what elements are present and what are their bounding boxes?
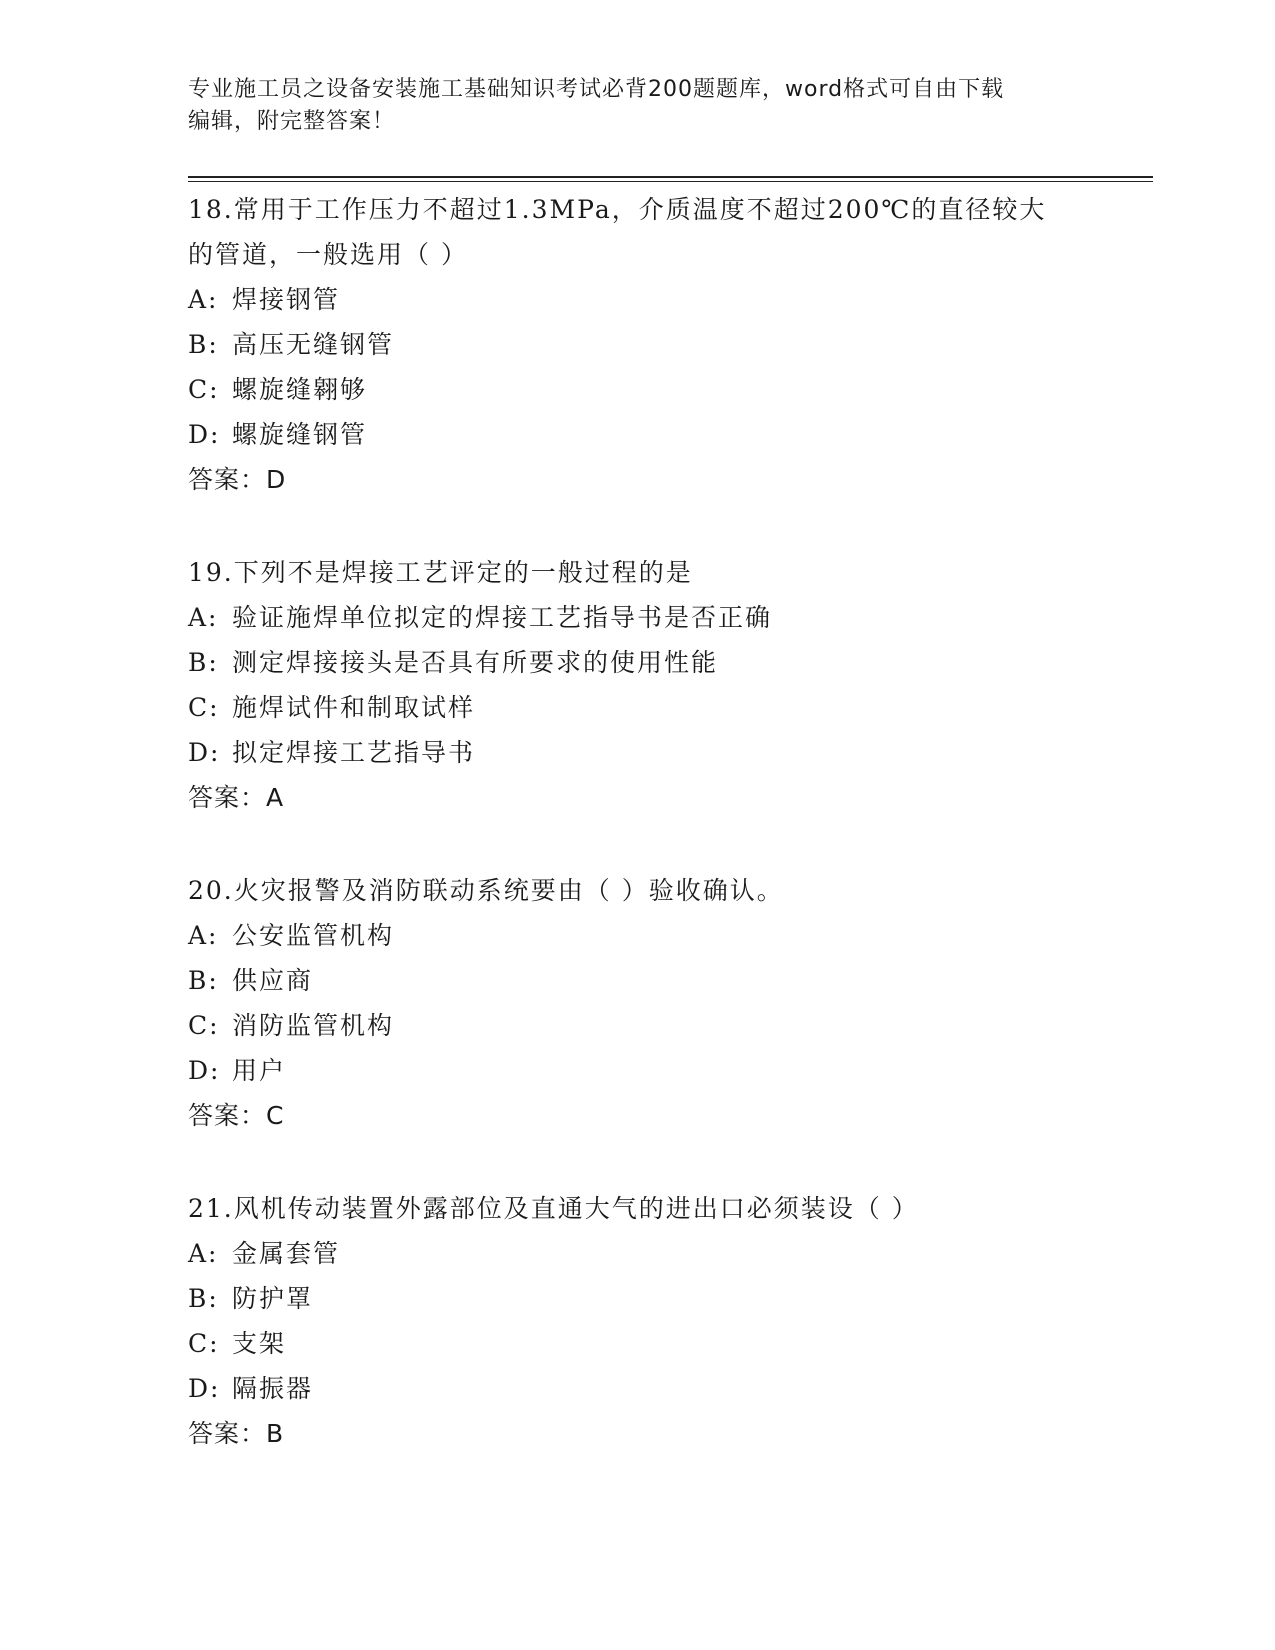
option-c [188, 367, 1088, 412]
option-text: 金属套管 [232, 1239, 341, 1268]
option-letter: D: [188, 1056, 221, 1085]
option-text: 隔振器 [232, 1374, 314, 1403]
option-text: 测定焊接接头是否具有所要求的使用性能 [232, 648, 719, 677]
option-letter: A: [188, 1239, 219, 1268]
option-letter: B: [188, 966, 219, 995]
option-c [188, 1003, 1088, 1048]
option-d [188, 1048, 1088, 1093]
option-letter: D: [188, 1374, 221, 1403]
option-letter: C: [188, 1011, 220, 1040]
option-b [188, 640, 1088, 685]
question-stem-line-1: 19.下列不是焊接工艺评定的一般过程的是 [188, 558, 693, 587]
option-letter: A: [188, 921, 219, 950]
option-letter: B: [188, 330, 219, 359]
option-text: 供应商 [232, 966, 314, 995]
document-header [188, 74, 1068, 138]
option-text: 用户 [232, 1056, 287, 1085]
option-letter: D: [188, 420, 221, 449]
option-c [188, 685, 1088, 730]
option-letter: A: [188, 285, 219, 314]
option-text: 焊接钢管 [232, 285, 341, 314]
option-a [188, 595, 1088, 640]
option-letter: D: [188, 738, 221, 767]
question-21 [188, 1186, 1088, 1456]
answer-line: 答案：C [188, 1101, 285, 1130]
question-stem-line-1: 18.常用于工作压力不超过1.3MPa，介质温度不超过200℃的直径较大 [188, 195, 1047, 224]
question-18 [188, 187, 1088, 502]
option-text: 公安监管机构 [232, 921, 395, 950]
question-stem-line-1: 20.火灾报警及消防联动系统要由（ ）验收确认。 [188, 876, 784, 905]
answer-line: 答案：D [188, 465, 287, 494]
option-text: 支架 [232, 1329, 287, 1358]
option-text: 拟定焊接工艺指导书 [232, 738, 476, 767]
option-a [188, 1231, 1088, 1276]
option-letter: B: [188, 648, 219, 677]
option-b [188, 958, 1088, 1003]
option-text: 高压无缝钢管 [232, 330, 395, 359]
option-letter: B: [188, 1284, 219, 1313]
question-20 [188, 868, 1088, 1138]
header-line-1: 专业施工员之设备安装施工基础知识考试必背200题题库，word格式可自由下载 [188, 77, 1005, 102]
answer-line: 答案：B [188, 1419, 285, 1448]
option-d [188, 412, 1088, 457]
option-c [188, 1321, 1088, 1366]
question-19 [188, 550, 1088, 820]
header-divider-thick [188, 176, 1153, 178]
option-text: 施焊试件和制取试样 [232, 693, 476, 722]
option-text: 螺旋缝钢管 [232, 420, 368, 449]
option-d [188, 1366, 1088, 1411]
question-stem-line-1: 21.风机传动装置外露部位及直通大气的进出口必须装设（ ） [188, 1194, 919, 1223]
header-line-2: 编辑，附完整答案！ [188, 109, 396, 134]
header-divider-thin [188, 181, 1153, 182]
option-b [188, 1276, 1088, 1321]
option-text: 防护罩 [232, 1284, 314, 1313]
option-d [188, 730, 1088, 775]
option-text: 螺旋缝翱够 [232, 375, 368, 404]
option-text: 消防监管机构 [232, 1011, 395, 1040]
option-a [188, 277, 1088, 322]
option-letter: C: [188, 375, 220, 404]
option-a [188, 913, 1088, 958]
question-stem-line-2: 的管道，一般选用（ ） [188, 240, 468, 269]
option-letter: A: [188, 603, 219, 632]
answer-line: 答案：A [188, 783, 285, 812]
option-text: 验证施焊单位拟定的焊接工艺指导书是否正确 [232, 603, 773, 632]
option-letter: C: [188, 693, 220, 722]
option-letter: C: [188, 1329, 220, 1358]
option-b [188, 322, 1088, 367]
